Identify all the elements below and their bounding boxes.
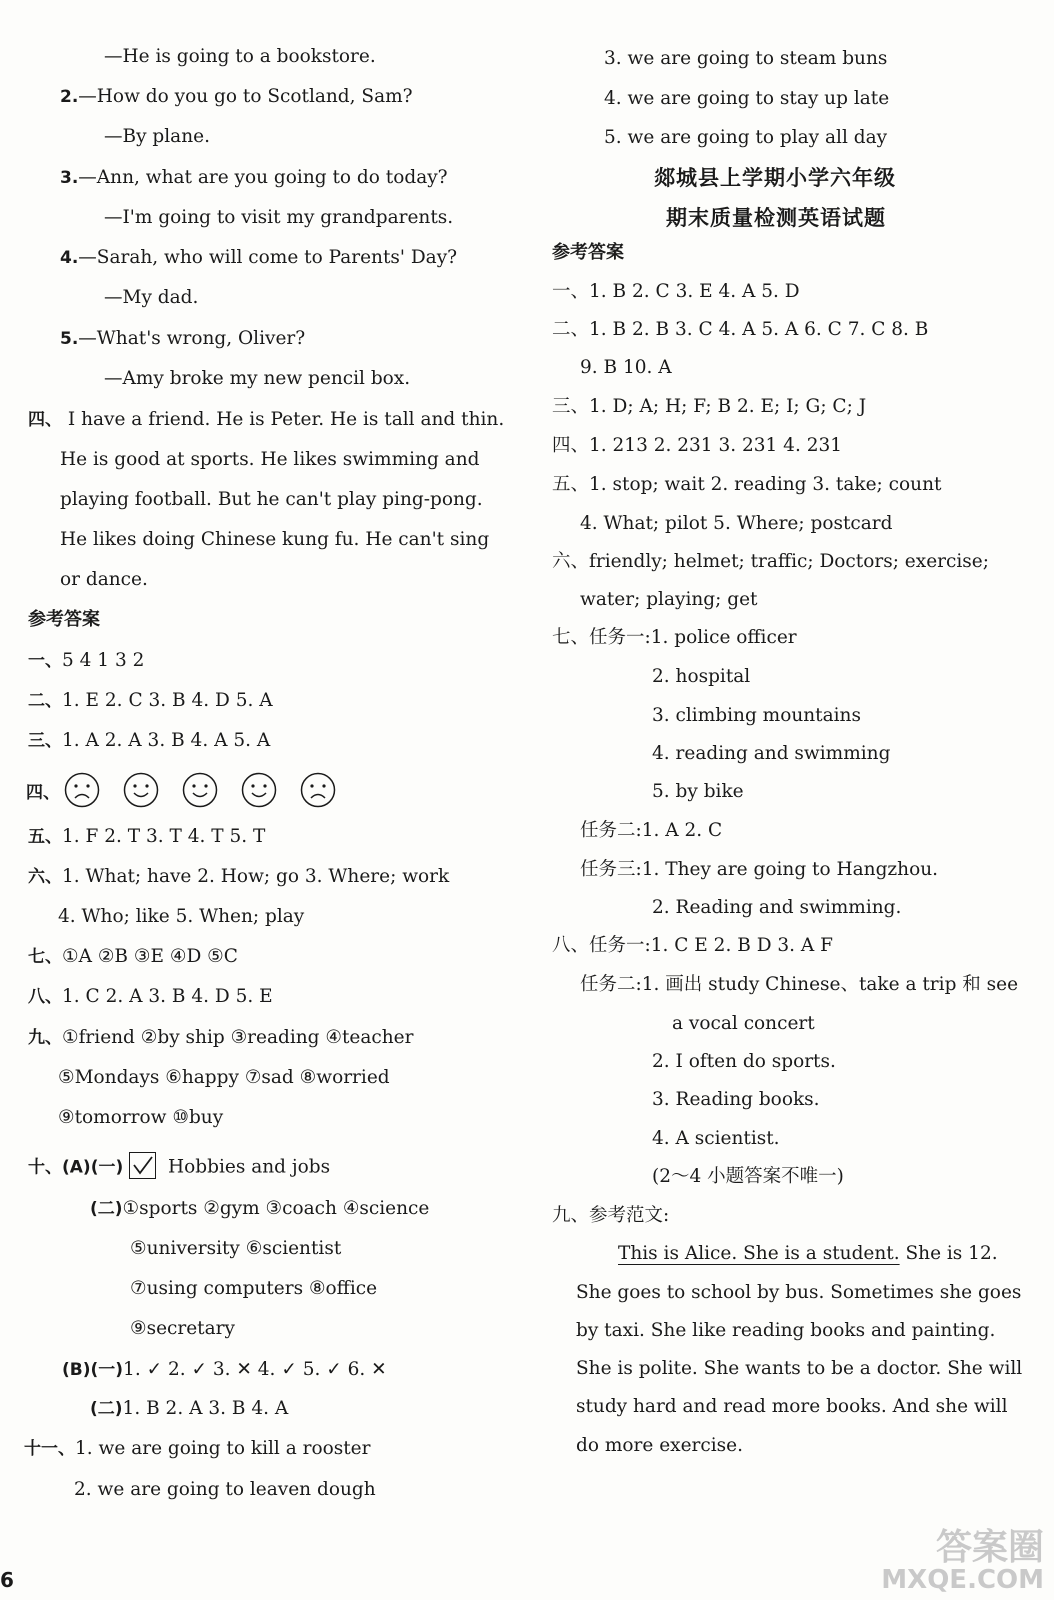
line-text: ⑤Mondays ⑥happy ⑦sad ⑧worried bbox=[58, 1067, 390, 1088]
item-number: 二、 bbox=[28, 691, 62, 711]
line-text: 2. hospital bbox=[652, 666, 751, 687]
text-line bbox=[580, 591, 757, 610]
text-line bbox=[28, 988, 273, 1007]
text-line bbox=[672, 1015, 815, 1034]
line-text: She is polite. She wants to be a doctor. She will bbox=[576, 1358, 1023, 1379]
line-text: playing football. But he can't play ping-pong. bbox=[60, 489, 483, 510]
text-line bbox=[552, 437, 842, 456]
line-text: by taxi. She like reading books and painting. bbox=[576, 1320, 996, 1341]
text-line bbox=[62, 1361, 387, 1380]
line-text: —Amy broke my new pencil box. bbox=[104, 368, 411, 389]
text-line bbox=[580, 861, 938, 880]
line-text: 3. we are going to steam buns bbox=[604, 48, 888, 69]
text-line bbox=[28, 1029, 413, 1048]
text-line bbox=[28, 868, 449, 887]
text-line bbox=[60, 169, 448, 188]
watermark-line1: 答案圈 bbox=[935, 1526, 1044, 1568]
line-text: 六、friendly; helmet; traffic; Doctors; exercise; bbox=[552, 551, 989, 572]
line-text: 七、任务一:1. police officer bbox=[552, 627, 797, 648]
text-line bbox=[74, 1481, 376, 1500]
line-text: He likes doing Chinese kung fu. He can't sing bbox=[60, 529, 490, 550]
answer-heading-right: 参考答案 bbox=[552, 242, 624, 263]
line-text: 1. What; have 2. How; go 3. Where; work bbox=[62, 866, 450, 887]
line-text: 五、1. stop; wait 2. reading 3. take; count bbox=[552, 474, 942, 495]
line-text: 1. C 2. A 3. B 4. D 5. E bbox=[62, 986, 273, 1007]
line-text: 任务二:1. 画出 study Chinese、take a trip 和 see bbox=[580, 974, 1019, 995]
text-line bbox=[576, 1360, 1022, 1379]
text-line bbox=[60, 531, 489, 550]
text-line bbox=[104, 48, 376, 67]
text-line bbox=[604, 129, 887, 148]
essay-first-rest: She is 12. bbox=[899, 1243, 998, 1264]
line-text: 4. Who; like 5. When; play bbox=[58, 906, 305, 927]
answer-heading-left: 参考答案 bbox=[28, 609, 100, 630]
item-number: 3. bbox=[60, 168, 79, 188]
line-text: 1. F 2. T 3. T 4. T 5. T bbox=[62, 826, 266, 847]
essay-underlined-text: This is Alice. She is a student. bbox=[618, 1243, 900, 1264]
text-line bbox=[652, 1168, 844, 1187]
item-number: (二) bbox=[90, 1399, 123, 1419]
line-text: 2. I often do sports. bbox=[652, 1051, 836, 1072]
item-number: 2. bbox=[60, 87, 79, 107]
text-line bbox=[130, 1240, 341, 1259]
line-text: —Sarah, who will come to Parents' Day? bbox=[78, 247, 458, 268]
essay-first-line bbox=[618, 1245, 998, 1264]
line-text: 一、1. B 2. C 3. E 4. A 5. D bbox=[552, 281, 800, 302]
line-text: a vocal concert bbox=[672, 1013, 815, 1034]
line-text: 2. we are going to leaven dough bbox=[74, 1479, 376, 1500]
text-line bbox=[552, 553, 989, 572]
line-text: ①sports ②gym ③coach ④science bbox=[122, 1198, 430, 1219]
item-number: 八、 bbox=[28, 987, 62, 1007]
line-text: —Ann, what are you going to do today? bbox=[78, 167, 448, 188]
text-line bbox=[576, 1284, 1021, 1303]
text-line bbox=[60, 491, 483, 510]
watermark bbox=[881, 1526, 1044, 1595]
text-line bbox=[552, 321, 928, 340]
text-line bbox=[60, 88, 413, 107]
text-line bbox=[652, 783, 744, 802]
line-text: 三、1. D; A; H; F; B 2. E; I; G; C; J bbox=[552, 396, 867, 417]
faces-label: 四、 bbox=[26, 782, 60, 803]
check-box bbox=[129, 1152, 156, 1179]
line-text: 4. we are going to stay up late bbox=[604, 88, 890, 109]
page-number: 6 bbox=[0, 1568, 14, 1592]
line-text: ⑨secretary bbox=[130, 1318, 235, 1339]
line-text: He is good at sports. He likes swimming and bbox=[60, 449, 480, 470]
text-line bbox=[24, 1440, 370, 1459]
line-text: 4. What; pilot 5. Where; postcard bbox=[580, 513, 893, 534]
line-text: (2～4 小题答案不唯一) bbox=[652, 1166, 844, 1187]
text-line bbox=[60, 571, 148, 590]
text-line bbox=[580, 515, 892, 534]
item-number: (二) bbox=[90, 1199, 123, 1219]
item-number: 九、 bbox=[28, 1028, 62, 1048]
watermark-line2: MXQE.COM bbox=[881, 1564, 1044, 1595]
happy-face-icon bbox=[123, 772, 159, 808]
text-line bbox=[580, 976, 1018, 995]
line-text: do more exercise. bbox=[576, 1435, 743, 1456]
line-text: ⑨tomorrow ⑩buy bbox=[58, 1107, 224, 1128]
text-line bbox=[576, 1398, 1008, 1417]
text-line bbox=[552, 1207, 669, 1226]
text-line bbox=[104, 209, 453, 228]
text-line bbox=[104, 128, 210, 147]
item-number: 三、 bbox=[28, 731, 62, 751]
item-number: 五、 bbox=[28, 827, 62, 847]
exam-title-line1: 郯城县上学期小学六年级 bbox=[654, 166, 896, 190]
line-text: 二、1. B 2. B 3. C 4. A 5. A 6. C 7. C 8. B bbox=[552, 319, 929, 340]
line-text: 9. B 10. A bbox=[580, 357, 672, 378]
line-text: 1. E 2. C 3. B 4. D 5. A bbox=[62, 690, 273, 711]
check-icon bbox=[130, 1153, 155, 1178]
text-line bbox=[28, 652, 144, 671]
line-text: 任务三:1. They are going to Hangzhou. bbox=[580, 859, 939, 880]
text-line bbox=[28, 692, 273, 711]
text-line bbox=[28, 411, 504, 430]
text-line bbox=[58, 908, 304, 927]
sad-face-icon bbox=[64, 772, 100, 808]
line-text: 任务二:1. A 2. C bbox=[580, 820, 723, 841]
line-text: 3. Reading books. bbox=[652, 1089, 820, 1110]
line-text: ①friend ②by ship ③reading ④teacher bbox=[62, 1027, 414, 1048]
item-number: 四、 bbox=[28, 410, 62, 430]
line-text: 1. ✓ 2. ✓ 3. ✕ 4. ✓ 5. ✓ 6. ✕ bbox=[123, 1359, 387, 1380]
item-number: 六、 bbox=[28, 867, 62, 887]
line-text: 4. reading and swimming bbox=[652, 743, 891, 764]
text-line bbox=[28, 732, 270, 751]
line-text: ⑦using computers ⑧office bbox=[130, 1278, 378, 1299]
sad-face-icon bbox=[300, 772, 336, 808]
line-text: study hard and read more books. And she will bbox=[576, 1396, 1008, 1417]
text-line bbox=[552, 937, 833, 956]
text-line bbox=[580, 822, 722, 841]
line-text: I have a friend. He is Peter. He is tall and thin. bbox=[62, 409, 505, 430]
text-line bbox=[576, 1322, 995, 1341]
text-line bbox=[58, 1069, 390, 1088]
line-text: 1. A 2. A 3. B 4. A 5. A bbox=[62, 730, 271, 751]
text-line bbox=[652, 1130, 780, 1149]
happy-face-icon bbox=[241, 772, 277, 808]
line-text: 1. B 2. A 3. B 4. A bbox=[122, 1398, 289, 1419]
faces-row bbox=[26, 770, 359, 810]
line-text: ⑤university ⑥scientist bbox=[130, 1238, 342, 1259]
line-text: —I'm going to visit my grandparents. bbox=[104, 207, 454, 228]
line-text: —My dad. bbox=[104, 287, 199, 308]
text-line bbox=[60, 330, 305, 349]
text-line bbox=[652, 1053, 836, 1072]
text-line bbox=[130, 1320, 235, 1339]
line-text: 九、参考范文: bbox=[552, 1205, 670, 1226]
line-text: 5. by bike bbox=[652, 781, 744, 802]
text-line bbox=[130, 1280, 377, 1299]
text-line bbox=[104, 289, 198, 308]
text-line bbox=[552, 283, 800, 302]
text-line bbox=[604, 50, 887, 69]
section-ten-label: 十、(A)(一) bbox=[28, 1157, 124, 1178]
item-number: 5. bbox=[60, 329, 79, 349]
text-line bbox=[552, 629, 797, 648]
text-line bbox=[552, 398, 866, 417]
line-text: —He is going to a bookstore. bbox=[104, 46, 376, 67]
text-line bbox=[552, 476, 941, 495]
line-text: —By plane. bbox=[104, 126, 210, 147]
text-line bbox=[652, 707, 861, 726]
text-line bbox=[580, 359, 672, 378]
item-number: 一、 bbox=[28, 651, 62, 671]
line-text: water; playing; get bbox=[580, 589, 758, 610]
text-line bbox=[60, 249, 457, 268]
item-number: 4. bbox=[60, 248, 79, 268]
line-text: 4. A scientist. bbox=[652, 1128, 780, 1149]
line-text: 5 4 1 3 2 bbox=[62, 650, 145, 671]
text-line bbox=[652, 1091, 820, 1110]
item-number: 十一、 bbox=[24, 1439, 75, 1459]
text-line bbox=[604, 90, 889, 109]
item-number: (B)(一) bbox=[62, 1360, 124, 1380]
text-line bbox=[28, 828, 265, 847]
text-line bbox=[652, 899, 901, 918]
text-line bbox=[28, 948, 238, 967]
line-text: 2. Reading and swimming. bbox=[652, 897, 902, 918]
happy-face-icon bbox=[182, 772, 218, 808]
line-text: —How do you go to Scotland, Sam? bbox=[78, 86, 413, 107]
line-text: 八、任务一:1. C E 2. B D 3. A F bbox=[552, 935, 834, 956]
text-line bbox=[104, 370, 410, 389]
line-text: 1. we are going to kill a rooster bbox=[75, 1438, 371, 1459]
text-line bbox=[60, 451, 479, 470]
text-line bbox=[90, 1200, 429, 1219]
text-line bbox=[652, 668, 750, 687]
item-number: 七、 bbox=[28, 947, 62, 967]
exam-title-line2: 期末质量检测英语试题 bbox=[666, 206, 886, 230]
line-text: 5. we are going to play all day bbox=[604, 127, 888, 148]
section-ten-line bbox=[28, 1154, 330, 1181]
line-text: She goes to school by bus. Sometimes she goes bbox=[576, 1282, 1022, 1303]
text-line bbox=[652, 745, 890, 764]
text-line bbox=[90, 1400, 288, 1419]
text-line bbox=[576, 1437, 743, 1456]
line-text: ①A ②B ③E ④D ⑤C bbox=[62, 946, 238, 967]
line-text: or dance. bbox=[60, 569, 148, 590]
line-text: 3. climbing mountains bbox=[652, 705, 861, 726]
line-text: —What's wrong, Oliver? bbox=[78, 328, 306, 349]
section-ten-text: Hobbies and jobs bbox=[168, 1156, 331, 1178]
text-line bbox=[58, 1109, 223, 1128]
line-text: 四、1. 213 2. 231 3. 231 4. 231 bbox=[552, 435, 843, 456]
